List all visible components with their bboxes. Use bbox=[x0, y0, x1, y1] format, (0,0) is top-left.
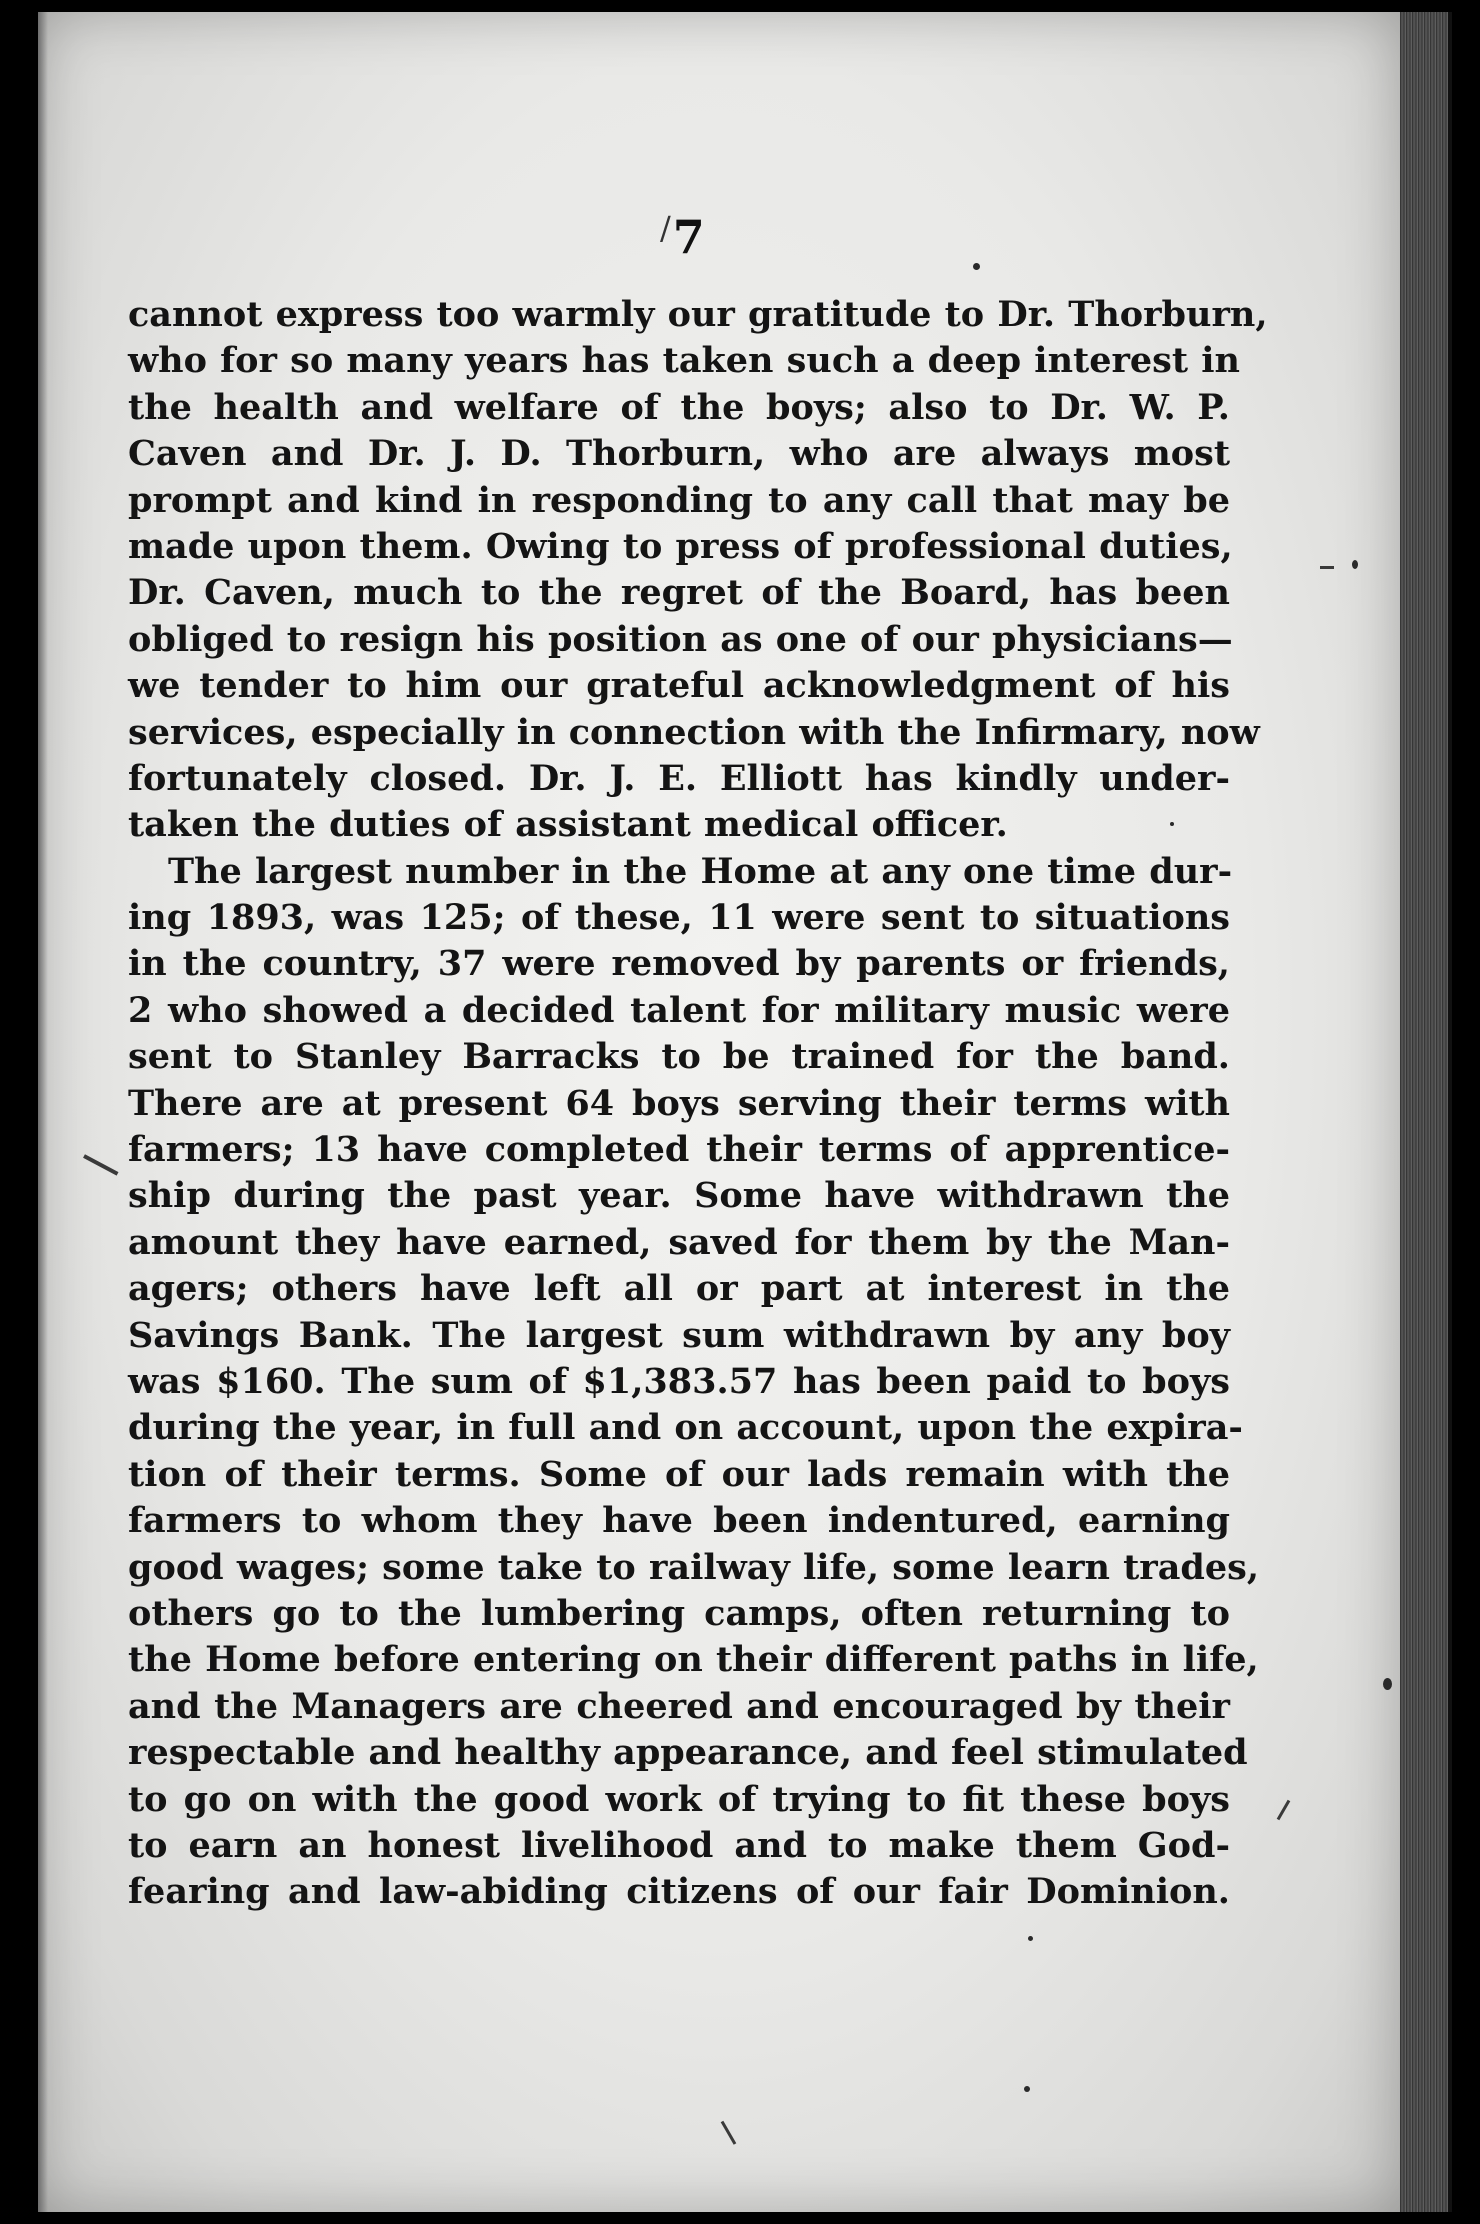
book-page-edges bbox=[1400, 12, 1452, 2212]
ink-speck bbox=[1024, 2086, 1030, 2092]
text-line: respectable and healthy appearance, and feel stimulated bbox=[128, 1732, 1248, 1774]
text-line: amount they have earned, saved for them by the Man- bbox=[128, 1221, 1230, 1263]
paragraph-2 bbox=[128, 849, 1260, 1916]
text-line: prompt and kind in responding to any call that may be bbox=[128, 479, 1230, 521]
text-line: ship during the past year. Some have withdrawn the bbox=[128, 1175, 1230, 1217]
ink-speck bbox=[1352, 560, 1358, 569]
text-line: fortunately closed. Dr. J. E. Elliott has kindly under- bbox=[128, 757, 1230, 799]
text-line: the health and welfare of the boys; also to Dr. W. P. bbox=[128, 386, 1230, 428]
paragraph-1 bbox=[128, 292, 1268, 849]
text-line: cannot express too warmly our gratitude to Dr. Thorburn, bbox=[128, 294, 1268, 335]
text-line: and the Managers are cheered and encouraged by their bbox=[128, 1685, 1230, 1727]
text-line: Savings Bank. The largest sum withdrawn by any boy bbox=[128, 1314, 1230, 1356]
text-line: obliged to resign his position as one of our physicians— bbox=[128, 618, 1233, 660]
page-number bbox=[660, 209, 705, 264]
text-line: sent to Stanley Barracks to be trained for the band. bbox=[128, 1036, 1230, 1078]
text-line: who for so many years has taken such a deep interest in bbox=[128, 340, 1240, 382]
text-line: in the country, 37 were removed by parents or friends, bbox=[128, 943, 1230, 985]
text-line: good wages; some take to railway life, some learn trades, bbox=[128, 1546, 1260, 1588]
ink-speck bbox=[1170, 822, 1174, 826]
text-line: taken the duties of assistant medical officer. bbox=[128, 804, 1008, 846]
text-line: farmers to whom they have been indentured, earning bbox=[128, 1500, 1230, 1542]
ink-speck bbox=[1028, 1936, 1033, 1941]
text-line: farmers; 13 have completed their terms of apprentice- bbox=[128, 1129, 1230, 1171]
text-line: fearing and law-abiding citizens of our fair Dominion. bbox=[128, 1871, 1230, 1913]
text-line: Dr. Caven, much to the regret of the Board, has been bbox=[128, 572, 1230, 614]
text-line: There are at present 64 boys serving their terms with bbox=[128, 1082, 1230, 1124]
text-line: the Home before entering on their different paths in life, bbox=[128, 1639, 1259, 1681]
text-line: others go to the lumbering camps, often returning to bbox=[128, 1592, 1230, 1634]
stray-mark bbox=[1320, 566, 1334, 569]
text-line: we tender to him our grateful acknowledgment of his bbox=[128, 665, 1230, 707]
ink-speck bbox=[1383, 1678, 1392, 1690]
text-line: was $160. The sum of $1,383.57 has been paid to boys bbox=[128, 1360, 1230, 1402]
body-text bbox=[128, 292, 1268, 1916]
margin-tick-mark: / bbox=[660, 209, 671, 247]
text-line: made upon them. Owing to press of professional duties, bbox=[128, 525, 1233, 567]
text-line: agers; others have left all or part at interest in the bbox=[128, 1268, 1230, 1310]
page-gutter-shadow bbox=[38, 12, 48, 2212]
text-line: during the year, in full and on account, upon the expira- bbox=[128, 1407, 1243, 1449]
text-line: to go on with the good work of trying to fit these boys bbox=[128, 1778, 1230, 1820]
ink-speck bbox=[973, 263, 980, 270]
text-line: services, especially in connection with the Infirmary, now bbox=[128, 711, 1260, 753]
text-line: ing 1893, was 125; of these, 11 were sent to situations bbox=[128, 897, 1230, 939]
text-line: The largest number in the Home at any one time dur- bbox=[168, 850, 1233, 892]
page-number-text: 7 bbox=[672, 210, 705, 264]
text-line: Caven and Dr. J. D. Thorburn, who are always most bbox=[128, 433, 1230, 475]
text-line: 2 who showed a decided talent for military music were bbox=[128, 989, 1230, 1031]
text-line: to earn an honest livelihood and to make them God- bbox=[128, 1824, 1230, 1866]
text-line: tion of their terms. Some of our lads remain with the bbox=[128, 1453, 1230, 1495]
